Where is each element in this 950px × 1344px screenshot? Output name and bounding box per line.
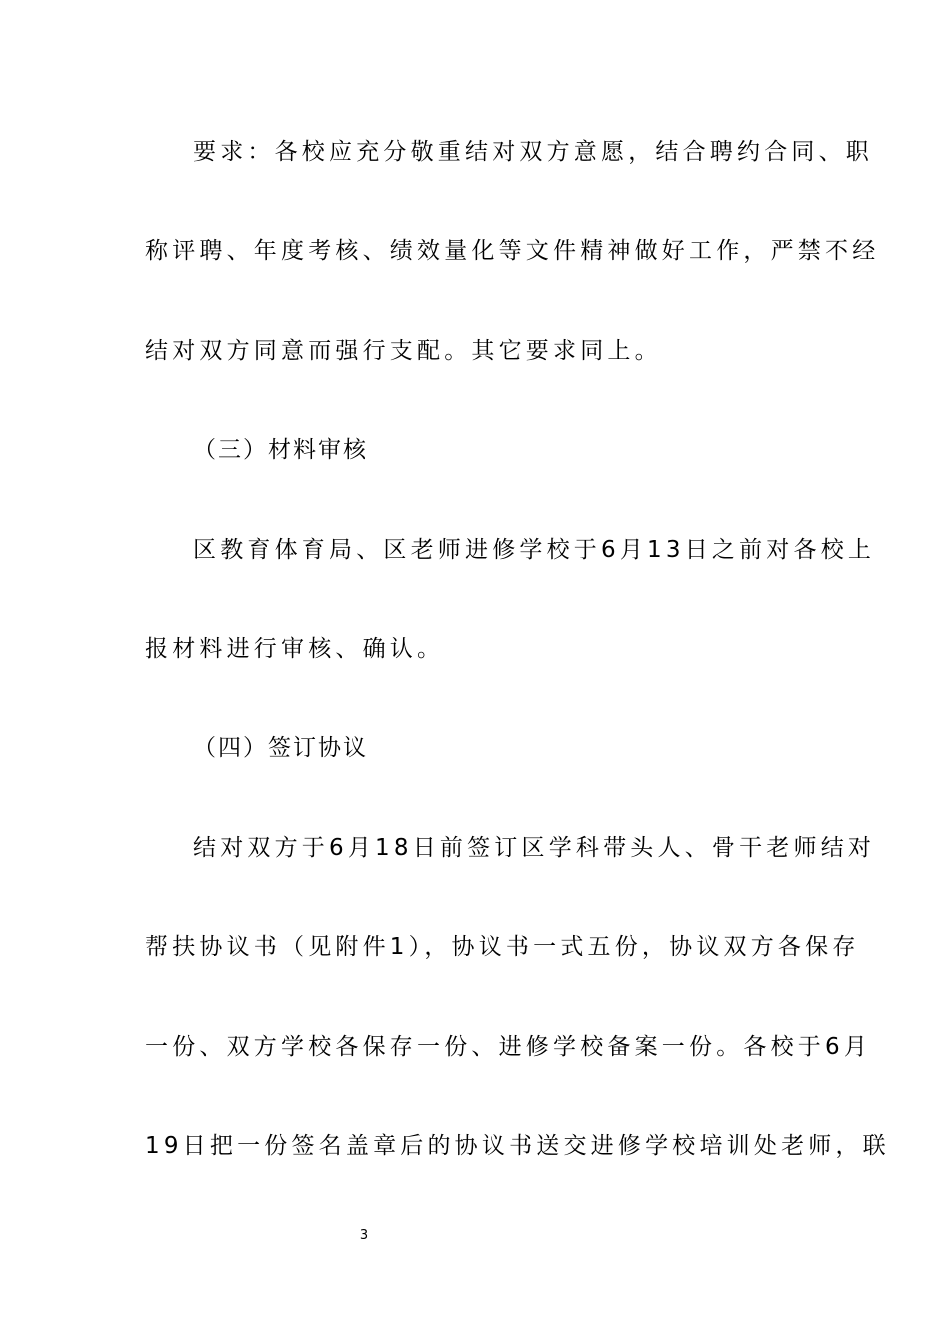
paragraph-line: 一份、双方学校各保存一份、进修学校备案一份。各校于6月 [145, 1034, 872, 1060]
section-heading: （四）签订协议 [193, 735, 368, 761]
paragraph-line: 结对双方于6月18日前签订区学科带头人、骨干老师结对 [193, 835, 876, 861]
paragraph-line: 称评聘、年度考核、绩效量化等文件精神做好工作，严禁不经 [145, 238, 880, 264]
paragraph-line: 区教育体育局、区老师进修学校于6月13日之前对各校上 [193, 537, 876, 563]
page-number: 3 [359, 1228, 369, 1243]
paragraph-line: 帮扶协议书（见附件1），协议书一式五份，协议双方各保存 [145, 934, 860, 960]
paragraph-line: 19日把一份签名盖章后的协议书送交进修学校培训处老师，联 [145, 1133, 890, 1159]
section-heading: （三）材料审核 [193, 437, 368, 463]
paragraph-line: 要求：各校应充分敬重结对双方意愿，结合聘约合同、职 [193, 139, 873, 165]
paragraph-line: 结对双方同意而强行支配。其它要求同上。 [145, 338, 662, 364]
paragraph-line: 报材料进行审核、确认。 [145, 636, 445, 662]
